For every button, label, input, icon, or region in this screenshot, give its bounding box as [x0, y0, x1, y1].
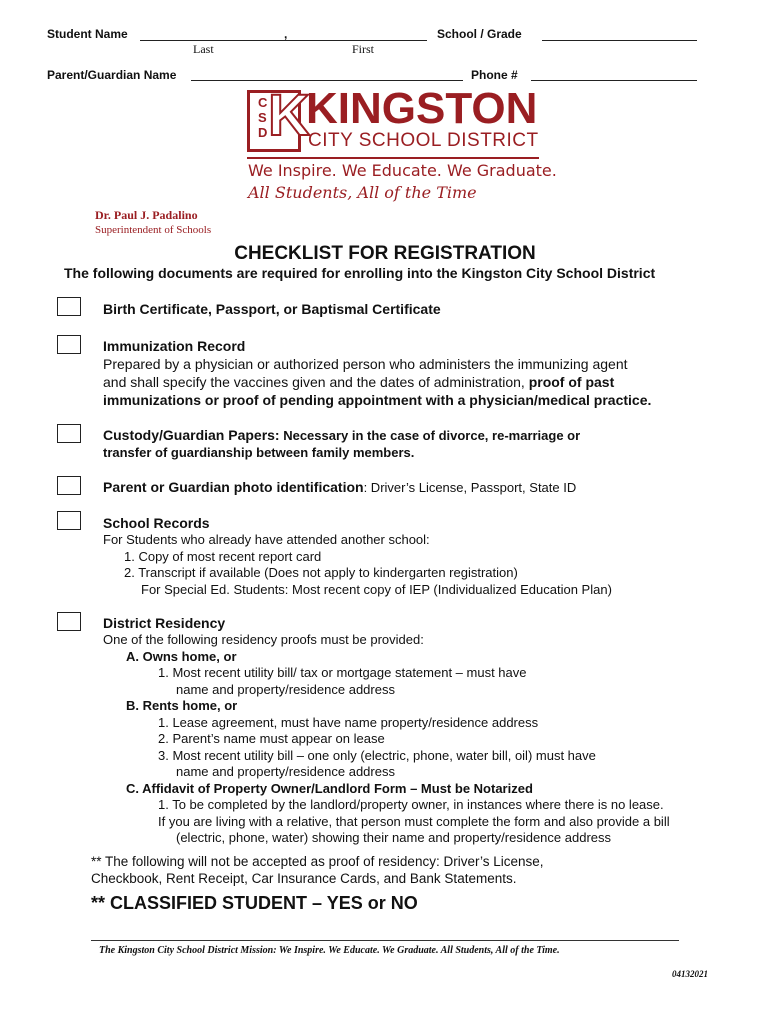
item-custody [103, 426, 580, 461]
school-records-line4: For Special Ed. Students: Most recent copy of IEP (Individualized Education Plan) [141, 581, 612, 597]
mission-footer: The Kingston City School District Mission: We Inspire. We Educate. We Graduate. All Students, All of the Time. [99, 945, 560, 956]
residency-line1: One of the following residency proofs must be provided: [103, 632, 424, 647]
logo-tagline-secondary: All Students, All of the Time [248, 183, 477, 202]
checkbox-birth-certificate[interactable] [57, 297, 81, 316]
checkbox-school-records[interactable] [57, 511, 81, 530]
item-district-residency [103, 614, 670, 847]
photo-id-title: Parent or Guardian photo identification [103, 479, 364, 495]
immunization-line3: immunizations or proof of pending appointment with a physician/medical practice. [103, 392, 652, 408]
item-photo-id [103, 478, 576, 497]
residency-note-line2: Checkbook, Rent Receipt, Car Insurance Cards, and Bank Statements. [91, 871, 517, 886]
classified-student-line: ** CLASSIFIED STUDENT – YES or NO [91, 893, 418, 913]
immunization-line2a: and shall specify the vaccines given and the dates of administration, [103, 374, 529, 390]
school-records-line1: For Students who already have attended another school: [103, 532, 430, 547]
residency-b1: 1. Lease agreement, must have name property/residence address [158, 714, 539, 730]
residency-b2: 2. Parent’s name must appear on lease [158, 731, 385, 746]
item-birth-certificate [103, 300, 441, 318]
residency-a1: 1. Most recent utility bill/ tax or mortgage statement – must have [158, 665, 527, 680]
item-immunization [103, 337, 651, 409]
residency-title: District Residency [103, 615, 226, 631]
residency-note [91, 853, 544, 887]
last-name-label: Last [193, 42, 214, 56]
form-code: 04132021 [672, 969, 708, 979]
checkbox-district-residency[interactable] [57, 612, 81, 631]
school-grade-label: School / Grade [437, 27, 522, 41]
logo-tagline: We Inspire. We Educate. We Graduate. [248, 161, 557, 180]
residency-a1b: name and property/residence address [176, 681, 395, 697]
school-records-line2: 1. Copy of most recent report card [124, 548, 322, 564]
immunization-line2b: proof of past [528, 374, 615, 390]
residency-note-line1: ** The following will not be accepted as proof of residency: Driver’s License, [91, 854, 544, 869]
logo-divider [247, 157, 539, 159]
custody-line2: transfer of guardianship between family members. [103, 444, 415, 460]
footer-divider [91, 940, 679, 941]
school-records-title: School Records [103, 515, 210, 531]
phone-field[interactable] [531, 80, 697, 81]
logo-k-glyph: K [268, 83, 310, 148]
superintendent-name: Dr. Paul J. Padalino [95, 208, 198, 222]
immunization-line1: Prepared by a physician or authorized person who administers the immunizing agent [103, 356, 628, 372]
residency-b3b: name and property/residence address [176, 764, 395, 779]
residency-option-b: B. Rents home, or [126, 698, 238, 713]
logo-subtitle: CITY SCHOOL DISTRICT [308, 130, 539, 151]
residency-option-c: C. Affidavit of Property Owner/Landlord Form – Must be Notarized [126, 780, 533, 796]
residency-c3: (electric, phone, water) showing their name and property/residence address [176, 830, 612, 845]
logo-letter-c: C [258, 95, 268, 110]
logo-title: KINGSTON [306, 84, 538, 133]
item-school-records [103, 514, 612, 598]
birth-certificate-text: Birth Certificate, Passport, or Baptismal Certificate [103, 301, 441, 317]
immunization-line2 [103, 373, 651, 391]
page-title: CHECKLIST FOR REGISTRATION [234, 243, 536, 264]
student-name-label: Student Name [47, 27, 128, 41]
superintendent-block [95, 208, 211, 236]
name-comma: , [284, 27, 288, 41]
intro-text: The following documents are required for enrolling into the Kingston City School District [64, 265, 656, 281]
residency-b3: 3. Most recent utility bill – one only (electric, phone, water bill, oil) must have [158, 747, 596, 763]
logo-letter-d: D [258, 125, 268, 140]
school-grade-field[interactable] [542, 40, 697, 41]
superintendent-title: Superintendent of Schools [95, 224, 212, 236]
parent-guardian-field[interactable] [191, 80, 463, 81]
residency-c1: 1. To be completed by the landlord/property owner, in instances where there is no lease. [158, 797, 664, 812]
photo-id-types: : Driver’s License, Passport, State ID [363, 480, 577, 495]
custody-line1: Necessary in the case of divorce, re-marriage or [279, 428, 581, 443]
first-name-label: First [352, 42, 375, 56]
immunization-title: Immunization Record [103, 338, 246, 354]
logo-letter-s: S [258, 110, 267, 125]
custody-title: Custody/Guardian Papers: [103, 427, 280, 443]
checkbox-immunization[interactable] [57, 335, 81, 354]
school-records-line3: 2. Transcript if available (Does not apply to kindergarten registration) [124, 565, 518, 580]
logo-csd-letters [258, 95, 267, 140]
checkbox-custody[interactable] [57, 424, 81, 443]
parent-guardian-label: Parent/Guardian Name [47, 68, 177, 82]
residency-option-a: A. Owns home, or [126, 648, 237, 664]
phone-label: Phone # [471, 68, 518, 82]
checkbox-photo-id[interactable] [57, 476, 81, 495]
residency-c2: If you are living with a relative, that person must complete the form and also provide a bill [158, 813, 670, 829]
